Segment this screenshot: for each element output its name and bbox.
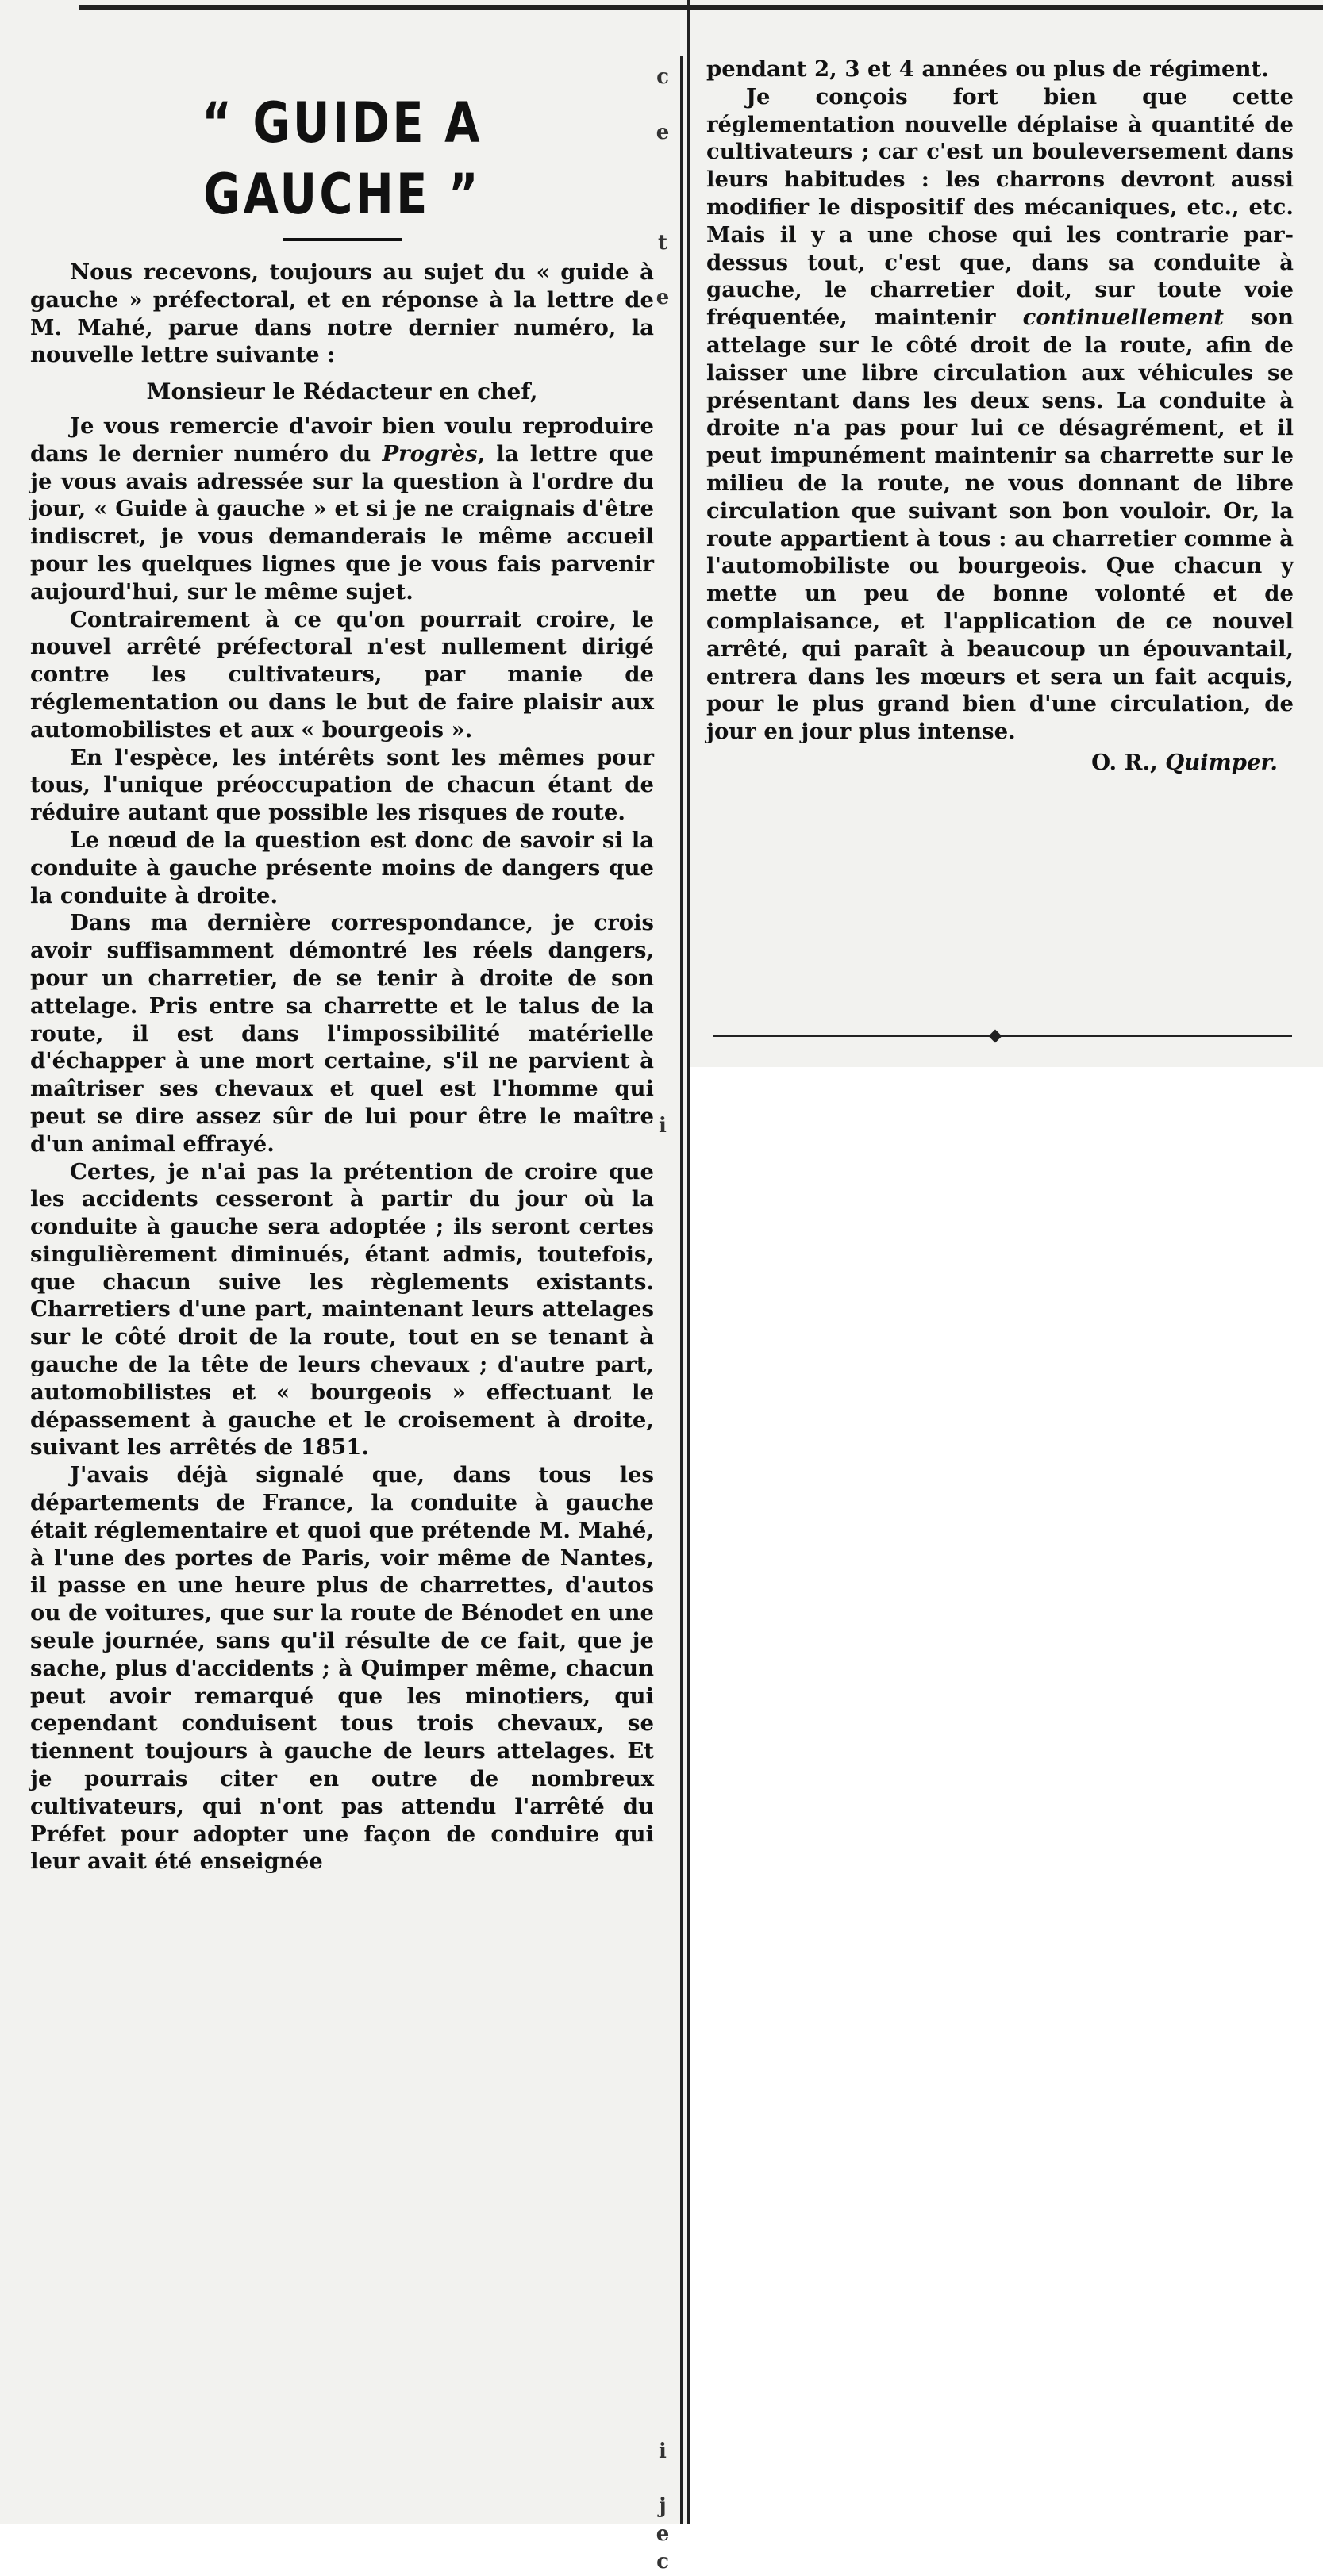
margin-char <box>652 1388 673 1416</box>
column-separator <box>687 0 690 2524</box>
margin-char <box>652 1610 673 1637</box>
margin-char <box>652 1858 673 1886</box>
signature-city: Quimper. <box>1165 749 1278 775</box>
margin-char <box>652 91 673 119</box>
margin-char <box>652 146 673 174</box>
margin-char <box>652 1223 673 1250</box>
margin-char: e <box>656 2521 670 2546</box>
margin-char <box>652 1196 673 1223</box>
margin-char <box>652 1582 673 1610</box>
margin-characters <box>652 63 673 2576</box>
margin-char: i <box>659 2439 667 2463</box>
paragraph-8: pendant 2, 3 et 4 années ou plus de régiment. <box>706 56 1269 82</box>
margin-char <box>652 2465 673 2493</box>
margin-char <box>652 1692 673 1720</box>
margin-char: c <box>656 2549 669 2574</box>
margin-char <box>652 1361 673 1388</box>
end-rule-diamond <box>989 1030 1002 1043</box>
margin-char <box>652 1416 673 1444</box>
paragraph-9 <box>706 83 1294 746</box>
margin-char <box>652 2410 673 2438</box>
margin-char <box>652 1278 673 1306</box>
margin-char <box>652 257 673 285</box>
margin-char <box>652 1058 673 1085</box>
emphasis-word: continuellement <box>1022 305 1225 331</box>
margin-char <box>652 1306 673 1334</box>
margin-char <box>652 2272 673 2300</box>
paragraph-6: Certes, je n'ai pas la prétention de croire que les accidents cesseront à partir du jour où la conduite à gauche sera adoptée ; ils seront certes singulièrement diminués, étant admis, toutefois, que chacun suive les règlements existants. Charretiers d'une part, maintenant leurs attelages sur le côté droit de la route, tout en se tenant à gauche de la tête de leurs chevaux ; d'autre part, automobilistes et « bourgeois » effectuant le dépassement à gauche et le croisement à droite, suivant les arrêtés de 1851. <box>30 1158 654 1461</box>
margin-char <box>652 1637 673 1664</box>
title-underline <box>283 238 402 241</box>
paragraph-1-end: , la lettre que je vous avais adressée sur la question à l'ordre du jour, « Guide à gauche » et si je ne craignais d'être indiscret, je vous demanderais le même accueil pour les quelques lignes que je vous fais parvenir aujourd'hui, sur le même sujet. <box>30 440 654 605</box>
margin-char <box>652 2382 673 2410</box>
paragraph-1 <box>30 413 654 606</box>
margin-char <box>652 1444 673 1472</box>
paragraph-5: Dans ma dernière correspondance, je crois avoir suffisamment démontré les réels dangers, pour un charretier, de se tenir à droite de son attelage. Pris entre sa charrette et le talus de la route, il est dans l'impossibilité matérielle d'échapper à une mort certaine, s'il ne parvient à maîtriser ses chevaux et quel est l'homme qui peut se dire assez sûr de lui pour être le maître d'un animal effrayé. <box>30 910 654 1157</box>
end-of-article-rule <box>713 1031 1292 1041</box>
margin-char <box>652 1030 673 1058</box>
margin-char <box>652 1554 673 1582</box>
margin-char <box>652 726 673 754</box>
margin-char <box>652 395 673 423</box>
margin-char <box>652 1913 673 1941</box>
margin-char <box>652 1802 673 1830</box>
margin-char <box>652 1968 673 1996</box>
margin-char <box>652 1886 673 1914</box>
margin-char <box>652 754 673 781</box>
paragraph-9-start: Je conçois fort bien que cette réglementation nouvelle déplaise à quantité de cultivateurs ; car c'est un bouleversement dans leurs habitudes : les charrons devront aussi modifier le dispositif des mécaniques, etc., etc. Mais il y a une chose qui les contrarie par-dessus tout, c'est que, dans sa conduite à gauche, le charretier doit, sur toute voie fréquentée, maintenir <box>706 83 1294 331</box>
margin-char <box>652 1168 673 1196</box>
margin-char <box>652 2134 673 2162</box>
margin-char <box>652 2106 673 2134</box>
margin-char <box>652 588 673 616</box>
margin-char: t <box>657 230 667 255</box>
margin-char <box>652 1996 673 2024</box>
margin-char <box>652 1250 673 1278</box>
margin-char <box>652 340 673 367</box>
margin-char: e <box>656 120 670 144</box>
margin-char <box>652 698 673 726</box>
margin-char <box>652 2189 673 2217</box>
margin-char: i <box>659 1114 667 1138</box>
paragraph-2: Contrairement à ce qu'on pourrait croire, le nouvel arrêté préfectoral n'est nullement dirigé contre les cultivateurs, par manie de réglementation ou dans le but de faire plaisir aux automobilistes et aux « bourgeois ». <box>30 606 654 743</box>
margin-char <box>652 616 673 643</box>
margin-char <box>652 2079 673 2106</box>
margin-char <box>652 312 673 340</box>
margin-char <box>652 864 673 892</box>
margin-char <box>652 422 673 450</box>
margin-char <box>652 2244 673 2272</box>
margin-char <box>652 1334 673 1361</box>
margin-char <box>652 1830 673 1858</box>
article-intro: Nous recevons, toujours au sujet du « guide à gauche » préfectoral, et en réponse à la lettre de M. Mahé, parue dans notre dernier numéro, la nouvelle lettre suivante : <box>30 259 654 368</box>
margin-char <box>652 947 673 975</box>
article-title: “ GUIDE A GAUCHE ” <box>202 90 483 227</box>
article-right-column <box>706 56 1294 777</box>
margin-char <box>652 2024 673 2052</box>
margin-char <box>652 781 673 809</box>
margin-char <box>652 2355 673 2382</box>
margin-char <box>652 450 673 478</box>
margin-char <box>652 560 673 588</box>
margin-char <box>652 2327 673 2355</box>
signature <box>706 749 1294 777</box>
paragraph-9-end: son attelage sur le côté droit de la route, afin de laisser une libre circulation aux véhicules se présentant dans les deux sens. La conduite à droite n'a pas pour lui ce désagrément, et il peut impunément maintenir sa charrette sur le milieu de la route, ne vous donnant de libre circulation que suivant son bon vouloir. Or, la route appartient à tous : au charretier comme à l'automobiliste ou bourgeois. Que chacun y mette un peu de bonne volonté et de complaisance, et l'application de ce nouvel arrêté, qui paraît à beaucoup un épouvantail, entrera dans les mœurs et sera un fait acquis, pour le plus grand bien d'une circulation, de jour en jour plus intense. <box>706 305 1294 745</box>
margin-char <box>652 836 673 864</box>
margin-char <box>652 174 673 202</box>
paragraph-3: En l'espèce, les intérêts sont les mêmes pour tous, l'unique préoccupation de chacun étant de réduire autant que possible les risques de route. <box>30 744 654 826</box>
margin-char <box>652 1720 673 1748</box>
salutation: Monsieur le Rédacteur en chef, <box>146 378 538 405</box>
margin-char <box>652 974 673 1002</box>
signature-name: O. R., <box>1091 749 1158 775</box>
paragraph-4: Le nœud de la question est donc de savoir si la conduite à gauche présente moins de dangers que la conduite à droite. <box>30 827 654 908</box>
newspaper-name: Progrès <box>382 440 478 466</box>
column-separator-left <box>680 56 683 2524</box>
margin-char <box>652 1775 673 1802</box>
paragraph-7: J'avais déjà signalé que, dans tous les départements de France, la conduite à gauche était réglementaire et quoi que prétende M. Mahé, à l'une des portes de Paris, voir même de Nantes, il passe en une heure plus de charrettes, d'autos ou de voitures, que sur la route de Bénodet en une seule journée, sans qu'il résulte de ce fait, que je sache, plus d'accidents ; à Quimper même, chacun peut avoir remarqué que les minotiers, qui cependant conduisent tous trois chevaux, se tiennent toujours à gauche de leurs attelages. Et je pourrais citer en outre de nombreux cultivateurs, qui n'ont pas attendu l'arrêté du Préfet pour adopter une façon de conduire qui leur avait été enseignée <box>30 1462 654 1875</box>
margin-char <box>652 505 673 533</box>
margin-char <box>652 1664 673 1692</box>
margin-char: j <box>659 2494 667 2519</box>
end-rule-line <box>713 1035 1292 1037</box>
margin-char <box>652 919 673 947</box>
margin-char <box>652 2162 673 2190</box>
margin-char <box>652 892 673 919</box>
margin-char <box>652 2217 673 2244</box>
paragraph-1-start: Je vous remercie d'avoir bien voulu reproduire dans le dernier numéro du <box>30 413 654 466</box>
article-left-column <box>30 87 654 1875</box>
top-rule <box>79 5 1323 10</box>
margin-char <box>652 1472 673 1499</box>
margin-char: e <box>656 286 670 310</box>
margin-char <box>652 533 673 561</box>
margin-char <box>652 1748 673 1776</box>
margin-char <box>652 671 673 699</box>
margin-char: c <box>656 65 669 89</box>
margin-char <box>652 1499 673 1526</box>
margin-char <box>652 202 673 229</box>
margin-char <box>652 1140 673 1168</box>
margin-char <box>652 478 673 505</box>
margin-char <box>652 1526 673 1554</box>
margin-char <box>652 809 673 837</box>
margin-char <box>652 1941 673 1968</box>
margin-char <box>652 643 673 671</box>
margin-char <box>652 367 673 395</box>
margin-char <box>652 1085 673 1112</box>
margin-char <box>652 2051 673 2079</box>
margin-char <box>652 2300 673 2328</box>
margin-char <box>652 1002 673 1030</box>
